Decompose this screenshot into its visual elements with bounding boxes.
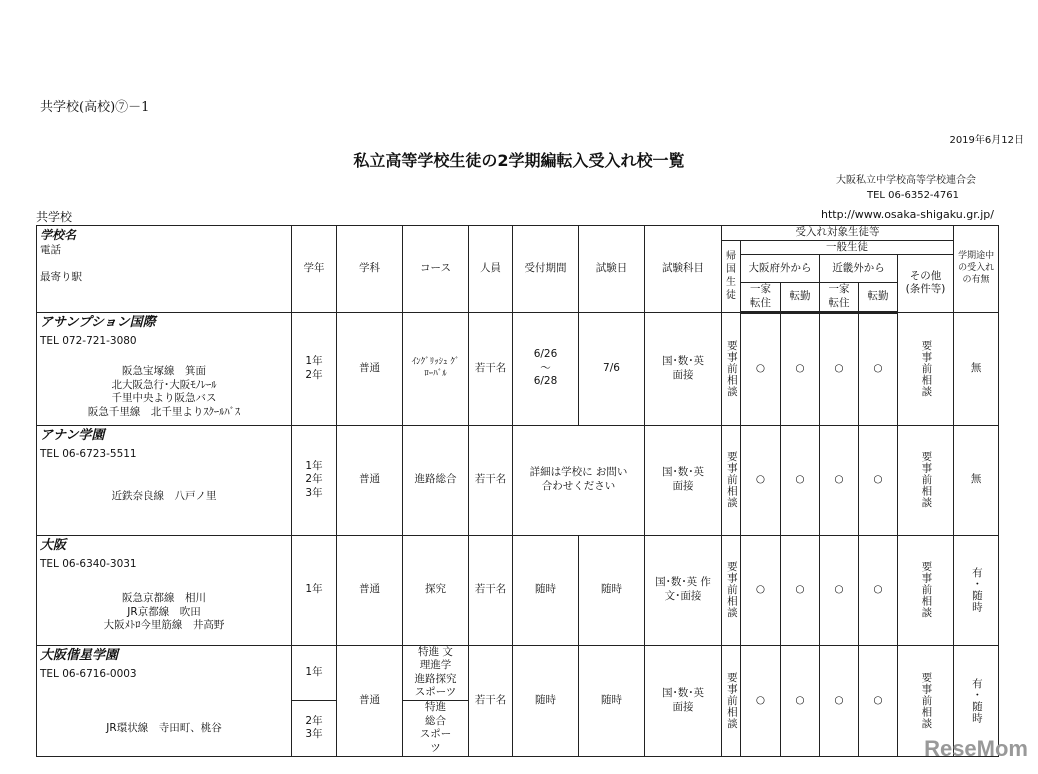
capacity: 若干名 <box>469 645 513 756</box>
dept: 普通 <box>337 425 403 535</box>
school-tel: TEL 06-6340-3031 <box>40 558 137 571</box>
grade: 1年 <box>292 535 337 645</box>
header-grade: 学年 <box>292 226 337 313</box>
organization-name: 大阪私立中学校高等学校連合会 <box>836 175 976 186</box>
header-outside-osaka: 大阪府外から <box>741 255 820 283</box>
watermark-logo: ReseMom <box>924 736 1028 761</box>
osaka-transfer: ○ <box>781 535 820 645</box>
osaka-transfer: ○ <box>781 312 820 425</box>
returnee: 要事前相談 <box>722 312 741 425</box>
other-conditions: 要事前相談 <box>898 312 954 425</box>
course: 特進 文理進学 進路探究 スポーツ <box>403 645 469 701</box>
exam-date: 7/6 <box>579 312 645 425</box>
kinki-transfer: ○ <box>859 312 898 425</box>
midterm: 有・随時 <box>954 535 999 645</box>
returnee: 要事前相談 <box>722 535 741 645</box>
kinki-transfer: ○ <box>859 645 898 756</box>
school-name: 大阪偕星学園 <box>40 647 119 663</box>
exam-date: 随時 <box>579 645 645 756</box>
osaka-transfer: ○ <box>781 425 820 535</box>
osaka-transfer: ○ <box>781 645 820 756</box>
header-dept: 学科 <box>337 226 403 313</box>
document-date: 2019年6月12日 <box>949 135 1024 146</box>
period: 詳細は学校に お問い合わせください <box>513 425 645 535</box>
midterm: 無 <box>954 425 999 535</box>
school-cell <box>37 645 292 756</box>
subjects: 国･数･英 面接 <box>645 312 722 425</box>
header-family-move: 一家転住 <box>820 283 859 312</box>
document-code: 共学校(高校)⑦－1 <box>40 100 150 115</box>
kinki-transfer: ○ <box>859 425 898 535</box>
school-tel: TEL 06-6723-5511 <box>40 448 137 461</box>
school-name: アサンプション国際 <box>40 314 156 330</box>
header-target: 受入れ対象生徒等 <box>722 226 954 241</box>
midterm: 無 <box>954 312 999 425</box>
exam-date: 随時 <box>579 535 645 645</box>
school-cell <box>37 312 292 425</box>
table-row <box>37 645 999 701</box>
station: 阪急宝塚線 箕面 <box>122 365 206 378</box>
table-row <box>37 312 999 425</box>
table-row <box>37 425 999 535</box>
header-period: 受付期間 <box>513 226 579 313</box>
period: 随時 <box>513 535 579 645</box>
grade: 1年 2年 3年 <box>292 425 337 535</box>
station: 阪急京都線 相川 <box>122 592 206 605</box>
header-returnee: 帰国生徒 <box>722 240 741 312</box>
header-transfer: 転勤 <box>781 283 820 312</box>
other-conditions: 要事前相談 <box>898 535 954 645</box>
capacity: 若干名 <box>469 535 513 645</box>
osaka-family-move: ○ <box>741 645 781 756</box>
course: 探究 <box>403 535 469 645</box>
kinki-family-move: ○ <box>820 312 859 425</box>
returnee: 要事前相談 <box>722 425 741 535</box>
school-tel: TEL 06-6716-0003 <box>40 668 137 681</box>
kinki-family-move: ○ <box>820 645 859 756</box>
dept: 普通 <box>337 312 403 425</box>
school-name: アナン学園 <box>40 427 105 443</box>
station: 北大阪急行･大阪ﾓﾉﾚｰﾙ <box>111 378 217 391</box>
station: JR京都線 吹田 <box>127 605 201 618</box>
organization-url[interactable]: http://www.osaka-shigaku.gr.jp/ <box>821 208 994 221</box>
dept: 普通 <box>337 535 403 645</box>
school-name: 大阪 <box>40 537 67 553</box>
station: 大阪ﾒﾄﾛ今里筋線 井高野 <box>103 619 225 632</box>
subjects: 国･数･英 面接 <box>645 645 722 756</box>
subjects: 国･数･英 面接 <box>645 425 722 535</box>
station: JR環状線 寺田町、桃谷 <box>106 722 222 735</box>
course: 進路総合 <box>403 425 469 535</box>
osaka-family-move: ○ <box>741 312 781 425</box>
header-subjects: 試験科目 <box>645 226 722 313</box>
header-transfer: 転勤 <box>859 283 898 312</box>
other-conditions: 要事前相談 <box>898 425 954 535</box>
osaka-family-move: ○ <box>741 535 781 645</box>
grade: 1年 2年 <box>292 312 337 425</box>
schools-table <box>36 225 999 757</box>
period: 6/26 ～ 6/28 <box>513 312 579 425</box>
kinki-family-move: ○ <box>820 535 859 645</box>
header-name: 学校名 電話 最寄り駅 <box>37 226 292 313</box>
capacity: 若干名 <box>469 312 513 425</box>
kinki-family-move: ○ <box>820 425 859 535</box>
capacity: 若干名 <box>469 425 513 535</box>
header-outside-kinki: 近畿外から <box>820 255 898 283</box>
header-exam-date: 試験日 <box>579 226 645 313</box>
course: 特進 総合 スポーツ <box>403 701 469 757</box>
kinki-transfer: ○ <box>859 535 898 645</box>
header-course: コース <box>403 226 469 313</box>
station: 千里中央より阪急バス <box>111 392 217 405</box>
period: 随時 <box>513 645 579 756</box>
midterm: 有・随時 <box>954 645 999 756</box>
grade: 1年 <box>292 645 337 701</box>
school-tel: TEL 072-721-3080 <box>40 335 137 348</box>
header-capacity: 人員 <box>469 226 513 313</box>
header-family-move: 一家転住 <box>741 283 781 312</box>
osaka-family-move: ○ <box>741 425 781 535</box>
course: ｲﾝｸﾞﾘｯｼｭ ｸﾞﾛｰﾊﾞﾙ <box>403 312 469 425</box>
school-cell <box>37 535 292 645</box>
table-row <box>37 535 999 645</box>
category-label: 共学校 <box>36 210 73 224</box>
header-general: 一般生徒 <box>741 240 954 255</box>
organization-tel: TEL 06-6352-4761 <box>866 190 959 201</box>
grade: 2年 3年 <box>292 701 337 757</box>
school-cell <box>37 425 292 535</box>
station: 阪急千里線 北千里よりｽｸｰﾙﾊﾞｽ <box>87 406 241 419</box>
subjects: 国･数･英 作文･面接 <box>645 535 722 645</box>
header-other: その他(条件等) <box>898 255 954 312</box>
dept: 普通 <box>337 645 403 756</box>
other-conditions: 要事前相談 <box>898 645 954 756</box>
returnee: 要事前相談 <box>722 645 741 756</box>
page-title: 私立高等学校生徒の2学期編転入受入れ校一覧 <box>353 151 685 170</box>
header-midterm: 学期途中の受入れの有無 <box>954 226 999 313</box>
station: 近鉄奈良線 八戸ノ里 <box>111 490 217 503</box>
